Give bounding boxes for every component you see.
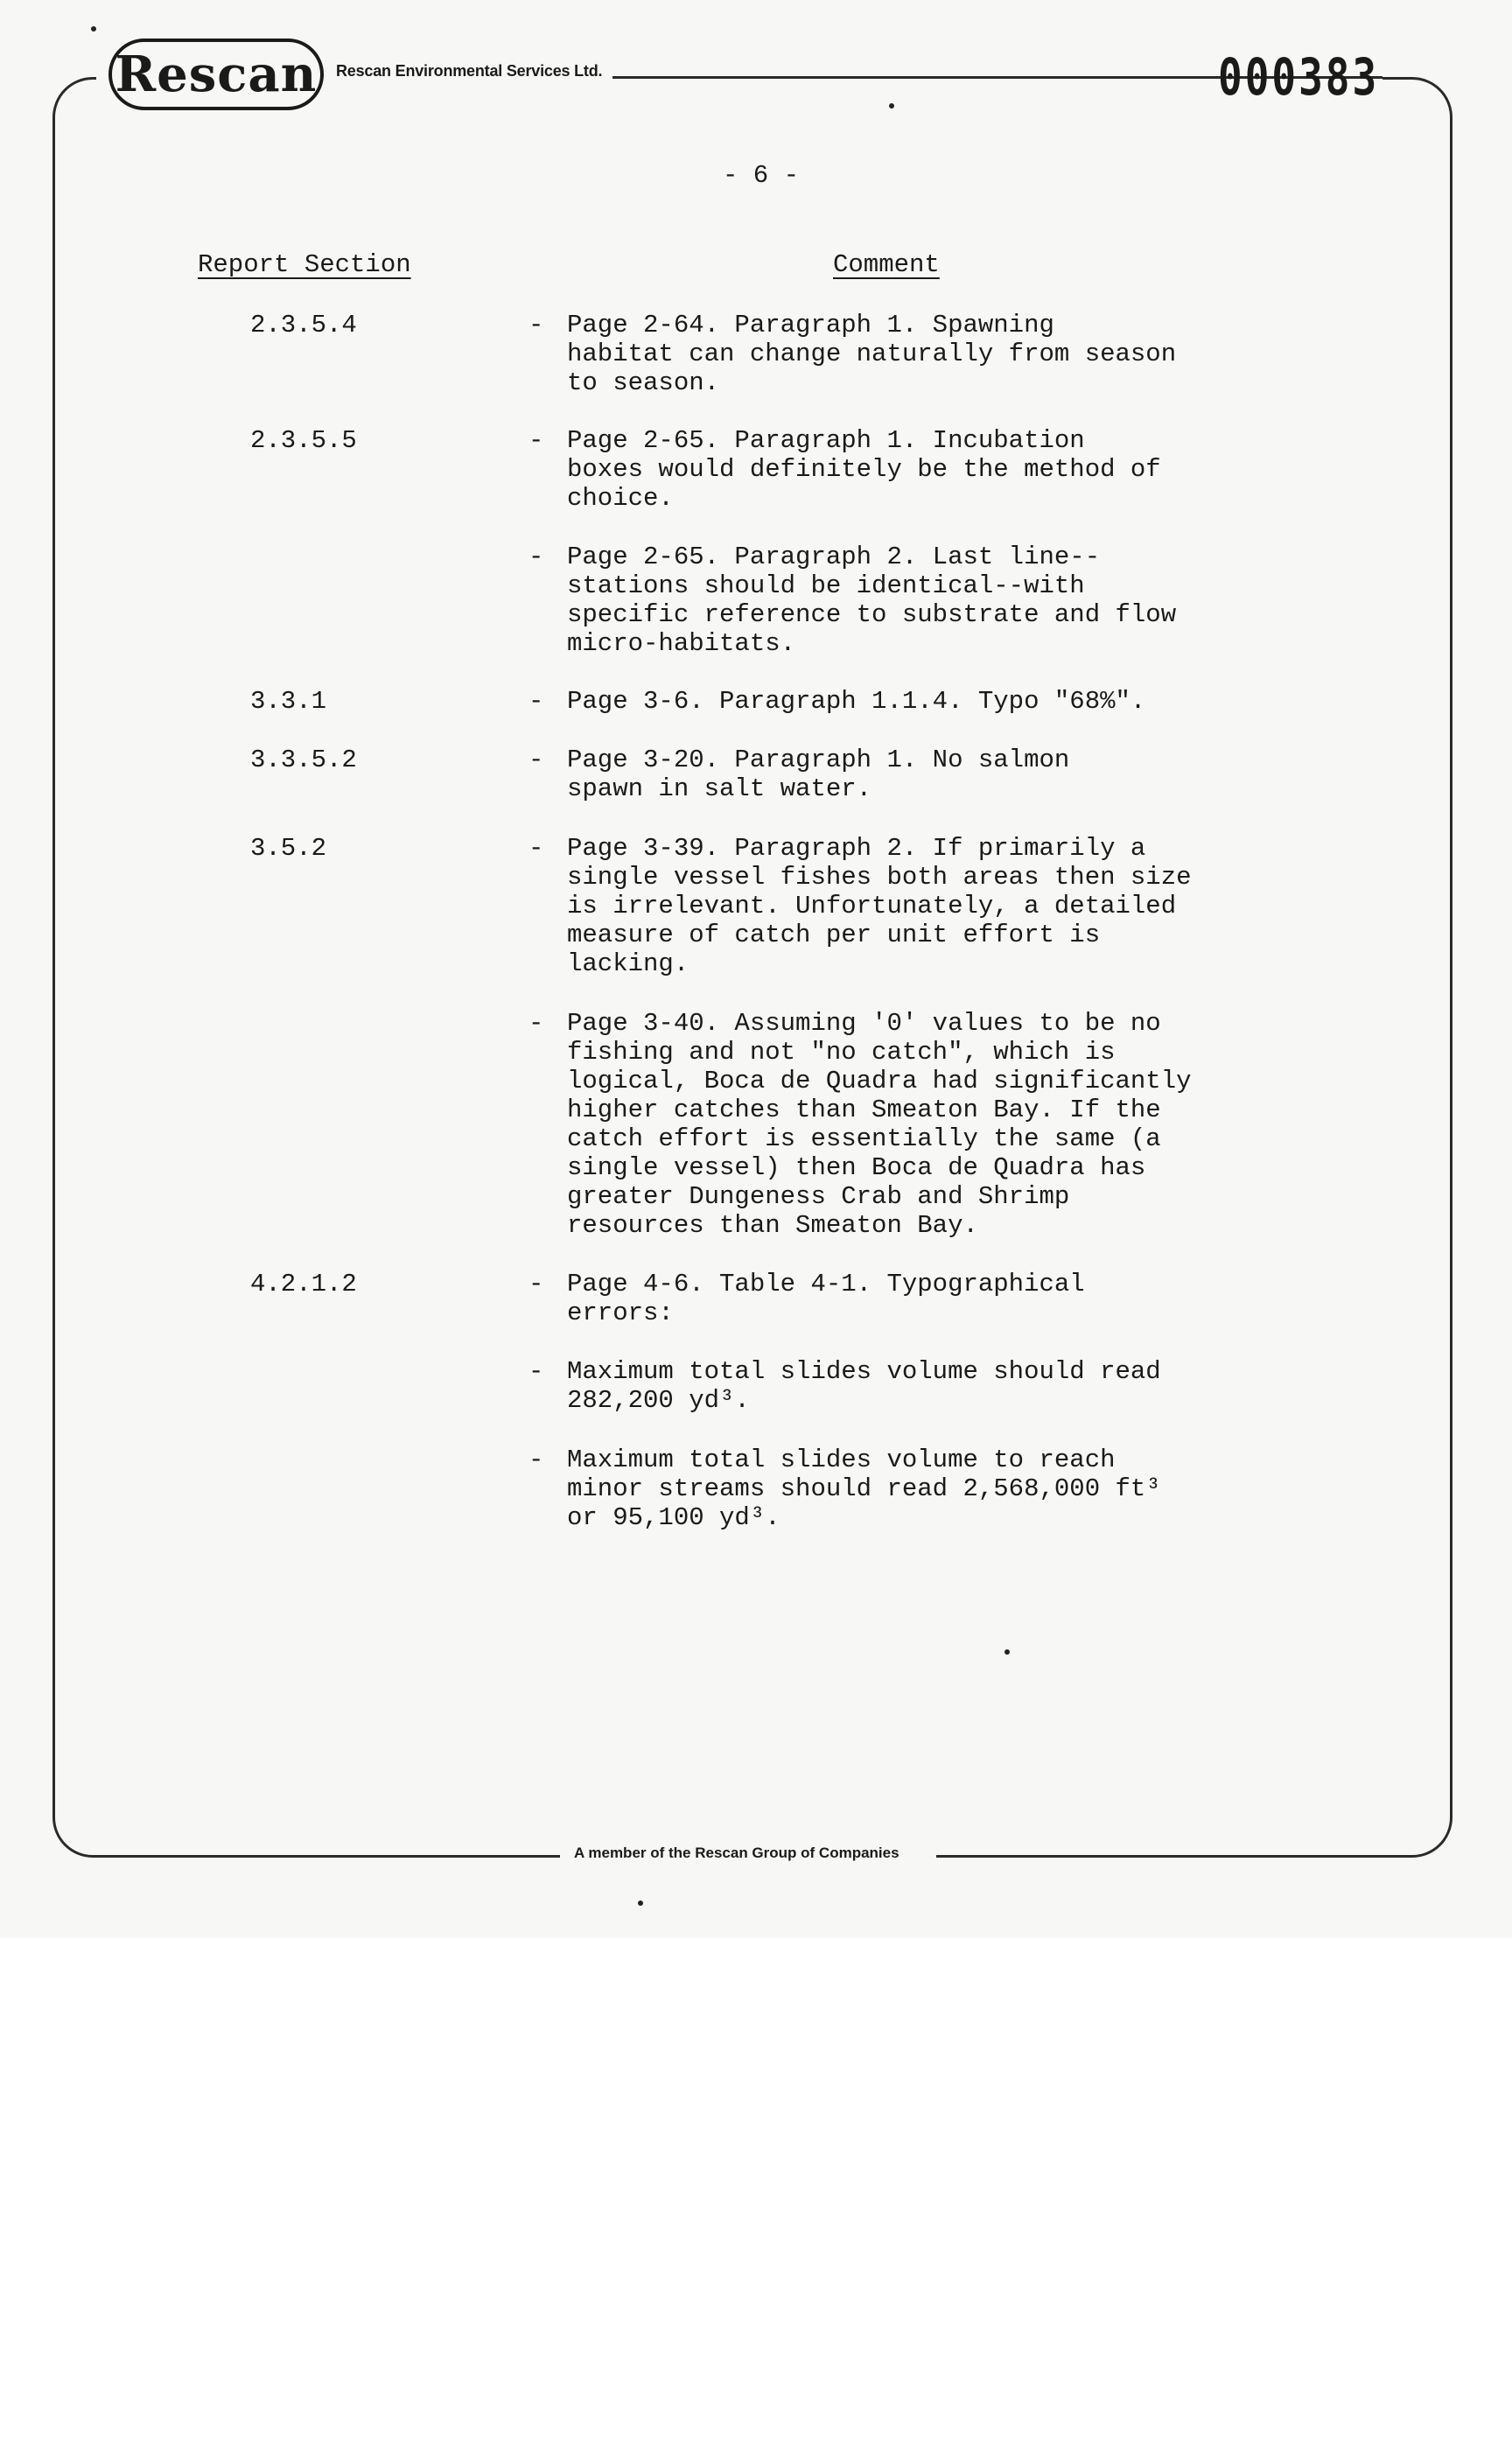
entry-dash: -: [528, 687, 544, 716]
company-name: Rescan Environmental Services Ltd.: [336, 62, 603, 80]
rescan-logo: [108, 38, 324, 110]
entry-comment: Page 3-20. Paragraph 1. No salmon spawn in salt water.: [567, 746, 1070, 803]
entry-comment: Maximum total slides volume should read 282,200 yd³.: [567, 1357, 1161, 1415]
entry-dash: -: [528, 746, 544, 774]
column-heading-report-section: Report Section: [198, 250, 411, 279]
entry-section: 3.3.1: [250, 687, 327, 716]
scan-speck: [889, 103, 894, 108]
entry-comment: Page 4-6. Table 4-1. Typographical errors:: [567, 1270, 1085, 1327]
entry-dash: -: [528, 311, 544, 340]
document-number: 000383: [1218, 47, 1380, 107]
column-heading-comment: Comment: [833, 250, 940, 279]
entry-comment: Page 2-65. Paragraph 1. Incubation boxes would definitely be the method of choice.: [567, 426, 1161, 513]
entry-comment: Page 2-64. Paragraph 1. Spawning habitat can change naturally from season to season.: [567, 311, 1177, 397]
entry-section: 3.3.5.2: [250, 746, 357, 774]
entry-dash: -: [528, 542, 544, 571]
entry-comment: Page 3-40. Assuming '0' values to be no fishing and not "no catch", which is logical, Boca de Quadra had significantly higher catches than Smeaton Bay. If the catch effort is essentially the same (a single vessel) then Boca de Quadra has greater Dungeness Crab and Shrimp resources than Smeaton Bay.: [567, 1009, 1192, 1240]
entry-comment: Page 3-6. Paragraph 1.1.4. Typo "68%".: [567, 687, 1146, 716]
scan-speck: [91, 26, 96, 32]
entry-dash: -: [528, 1009, 544, 1038]
entry-section: 2.3.5.5: [250, 426, 357, 455]
entry-dash: -: [528, 834, 544, 863]
entry-section: 2.3.5.4: [250, 311, 357, 340]
entry-section: 4.2.1.2: [250, 1270, 357, 1298]
entry-comment: Page 3-39. Paragraph 2. If primarily a single vessel fishes both areas then size is irrelevant. Unfortunately, a detailed measure of catch per unit effort is lacking.: [567, 834, 1192, 978]
scan-speck: [638, 1900, 643, 1906]
page-number: - 6 -: [723, 161, 800, 190]
footer-text: A member of the Rescan Group of Companies: [574, 1844, 900, 1861]
entry-dash: -: [528, 1357, 544, 1386]
logo-text: Rescan: [115, 46, 318, 103]
entry-comment: Maximum total slides volume to reach minor streams should read 2,568,000 ft³ or 95,100 yd³.: [567, 1446, 1161, 1532]
entry-dash: -: [528, 1446, 544, 1474]
entry-dash: -: [528, 1270, 544, 1298]
entry-comment: Page 2-65. Paragraph 2. Last line-- stations should be identical--with specific reference to substrate and flow micro-habitats.: [567, 542, 1177, 658]
entry-dash: -: [528, 426, 544, 455]
scan-speck: [1004, 1649, 1010, 1655]
entry-section: 3.5.2: [250, 834, 327, 863]
